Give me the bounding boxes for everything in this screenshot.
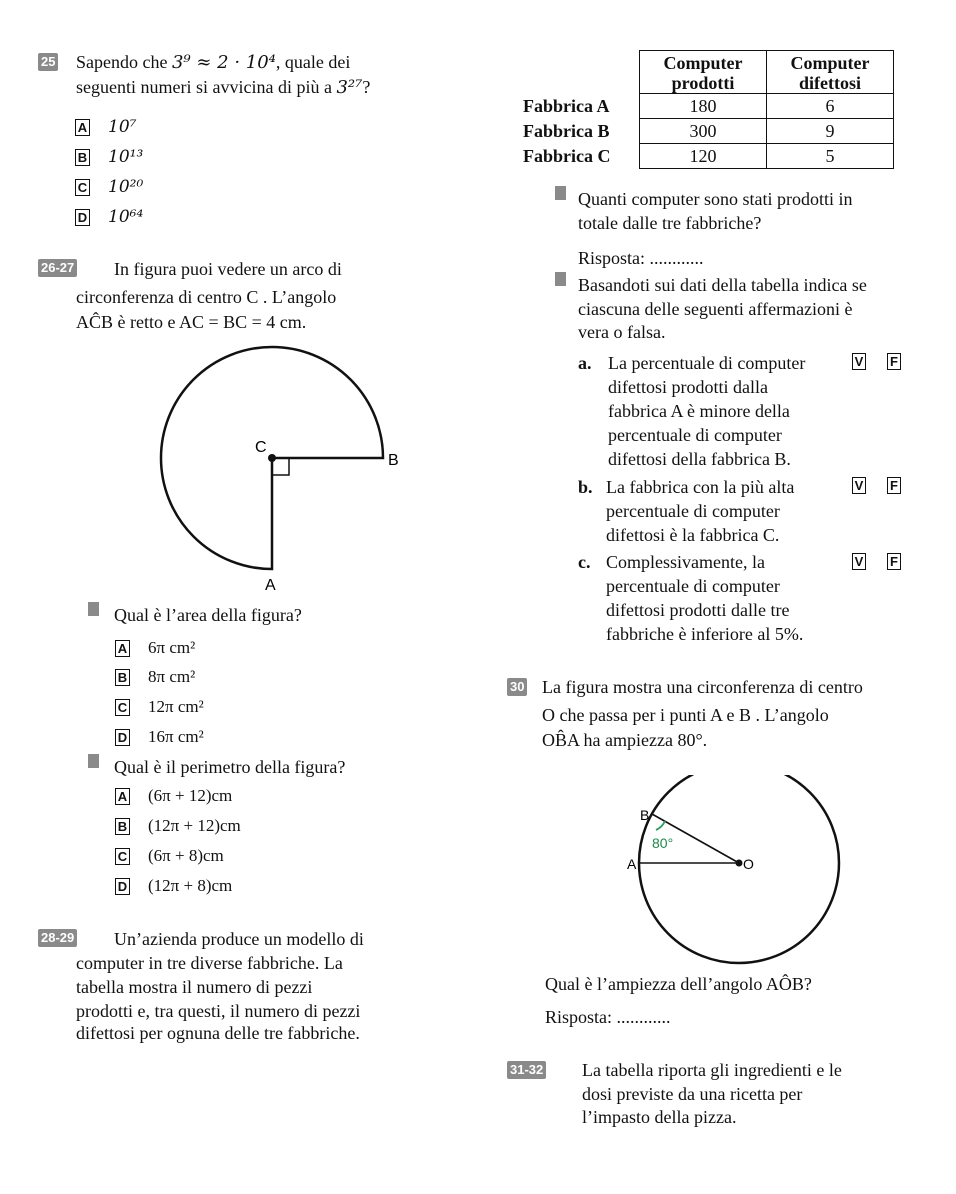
q27-perimeter-question: Qual è il perimetro della figura? (114, 757, 346, 777)
option-letter: A (115, 788, 130, 805)
option-value: 10⁷ (108, 117, 137, 137)
area-option-a[interactable] (115, 638, 195, 658)
option-value: 10¹³ (108, 147, 144, 167)
option-letter: C (115, 699, 130, 716)
q28-badge: 28-29 (38, 929, 77, 947)
q28-total-line1: Quanti computer sono stati prodotti in (578, 189, 853, 209)
q25-option-b[interactable] (75, 147, 143, 167)
q28-total-line2: totale dalle tre fabbriche? (578, 213, 762, 233)
q25-badge: 25 (38, 53, 58, 71)
option-value: 8π cm² (148, 667, 196, 686)
option-value: 16π cm² (148, 727, 204, 746)
option-value: (12π + 8)cm (148, 876, 233, 895)
q28-answer[interactable]: Risposta: ............ (578, 248, 704, 268)
q30-line2: O che passa per i punti A e B . L’angolo (542, 705, 829, 725)
q30-line1: La figura mostra una circonferenza di centro (542, 677, 863, 697)
circle-figure (610, 775, 850, 985)
q30-line3: OB̂A ha ampiezza 80°. (542, 730, 708, 750)
option-letter: B (75, 149, 90, 166)
q28-line2: computer in tre diverse fabbriche. La (76, 953, 343, 973)
factory-table (523, 50, 894, 169)
q31-line2: dosi previste da una ricetta per (582, 1084, 803, 1104)
option-value: (12π + 12)cm (148, 816, 241, 835)
option-value: 10⁶⁴ (108, 207, 144, 227)
q28-line1: Un’azienda produce un modello di (114, 929, 364, 949)
statement-c: Complessivamente, la percentuale di computer difettosi prodotti dalle tre fabbriche è inferiore al 5%. (606, 552, 804, 644)
question-marker-icon (555, 272, 566, 286)
label-o: O (743, 856, 754, 872)
angle-arc (656, 821, 665, 830)
question-marker-icon (555, 186, 566, 200)
q25-text-line1: Sapendo che 3⁹ ≈ 2 · 10⁴, quale dei (76, 52, 351, 73)
q26-line3: AĈB è retto e AC = BC = 4 cm. (76, 312, 307, 332)
statement-a: La percentuale di computer difettosi prodotti dalla fabbrica A è minore della percentuale di computer difettosi della fabbrica B. (608, 353, 806, 469)
q28-line5: difettosi per ognuna delle tre fabbriche. (76, 1023, 360, 1043)
circumference (639, 775, 839, 963)
q28-line4: prodotti e, tra questi, il numero di pezzi (76, 1001, 361, 1021)
option-value: 6π cm² (148, 638, 196, 657)
col-header-difettosi: Computer difettosi (767, 51, 894, 94)
q26-area-question: Qual è l’area della figura? (114, 605, 302, 625)
q26-line2: circonferenza di centro C . L’angolo (76, 287, 337, 307)
statement-b-letter: b. (578, 477, 593, 497)
option-value: (6π + 12)cm (148, 786, 233, 805)
statement-a-true-box[interactable]: V (852, 353, 866, 370)
option-letter: C (115, 848, 130, 865)
statement-a-false-box[interactable]: F (887, 353, 901, 370)
option-letter: D (115, 878, 130, 895)
area-option-b[interactable] (115, 667, 195, 687)
option-value: 10²⁰ (108, 177, 144, 197)
question-marker-icon (88, 602, 99, 616)
q25-option-c[interactable] (75, 177, 143, 197)
option-letter: D (115, 729, 130, 746)
q25-option-a[interactable] (75, 117, 136, 137)
perimeter-option-a[interactable] (115, 786, 232, 806)
statement-b-true-box[interactable]: V (852, 477, 866, 494)
perimeter-option-b[interactable] (115, 816, 241, 836)
q31-line3: l’impasto della pizza. (582, 1107, 737, 1127)
option-value: 12π cm² (148, 697, 204, 716)
label-b: B (388, 452, 399, 469)
question-marker-icon (88, 754, 99, 768)
q28-line3: tabella mostra il numero di pezzi (76, 977, 313, 997)
option-letter: C (75, 179, 90, 196)
table-row: Fabbrica C 120 5 (523, 144, 894, 169)
option-value: (6π + 8)cm (148, 846, 224, 865)
q29-line2: ciascuna delle seguenti affermazioni è (578, 299, 853, 319)
label-b: B (640, 807, 650, 823)
statement-c-true-box[interactable]: V (852, 553, 866, 570)
statement-c-false-box[interactable]: F (887, 553, 901, 570)
label-a: A (627, 856, 637, 872)
statement-b: La fabbrica con la più alta percentuale di computer difettosi è la fabbrica C. (606, 477, 795, 545)
label-a: A (265, 577, 276, 594)
q25-option-d[interactable] (75, 207, 143, 227)
table-row: Fabbrica A 180 6 (523, 94, 894, 119)
q29-line1: Basandoti sui dati della tabella indica se (578, 275, 867, 295)
q29-line3: vera o falsa. (578, 322, 666, 342)
option-letter: A (75, 119, 90, 136)
label-c: C (255, 439, 267, 456)
q30-badge: 30 (507, 678, 527, 696)
q30-question: Qual è l’ampiezza dell’angolo AÔB? (545, 974, 812, 994)
table-row: Fabbrica B 300 9 (523, 119, 894, 144)
center-point (268, 454, 276, 462)
statement-a-letter: a. (578, 353, 592, 373)
option-letter: B (115, 669, 130, 686)
q25-text-line2: seguenti numeri si avvicina di più a 3²⁷? (76, 77, 371, 98)
perimeter-option-d[interactable] (115, 876, 232, 896)
perimeter-option-c[interactable] (115, 846, 224, 866)
col-header-prodotti: Computer prodotti (640, 51, 767, 94)
option-letter: D (75, 209, 90, 226)
statement-c-letter: c. (578, 552, 591, 572)
option-letter: B (115, 818, 130, 835)
table-header-row (523, 51, 894, 94)
angle-label: 80° (652, 835, 674, 851)
option-letter: A (115, 640, 130, 657)
q26-line1: In figura puoi vedere un arco di (114, 259, 342, 279)
arc-figure (155, 340, 415, 600)
q30-answer[interactable]: Risposta: ............ (545, 1007, 671, 1027)
q31-line1: La tabella riporta gli ingredienti e le (582, 1060, 842, 1080)
statement-b-false-box[interactable]: F (887, 477, 901, 494)
q26-badge: 26-27 (38, 259, 77, 277)
area-option-c[interactable] (115, 697, 204, 717)
center-point (736, 860, 743, 867)
area-option-d[interactable] (115, 727, 204, 747)
q31-badge: 31-32 (507, 1061, 546, 1079)
